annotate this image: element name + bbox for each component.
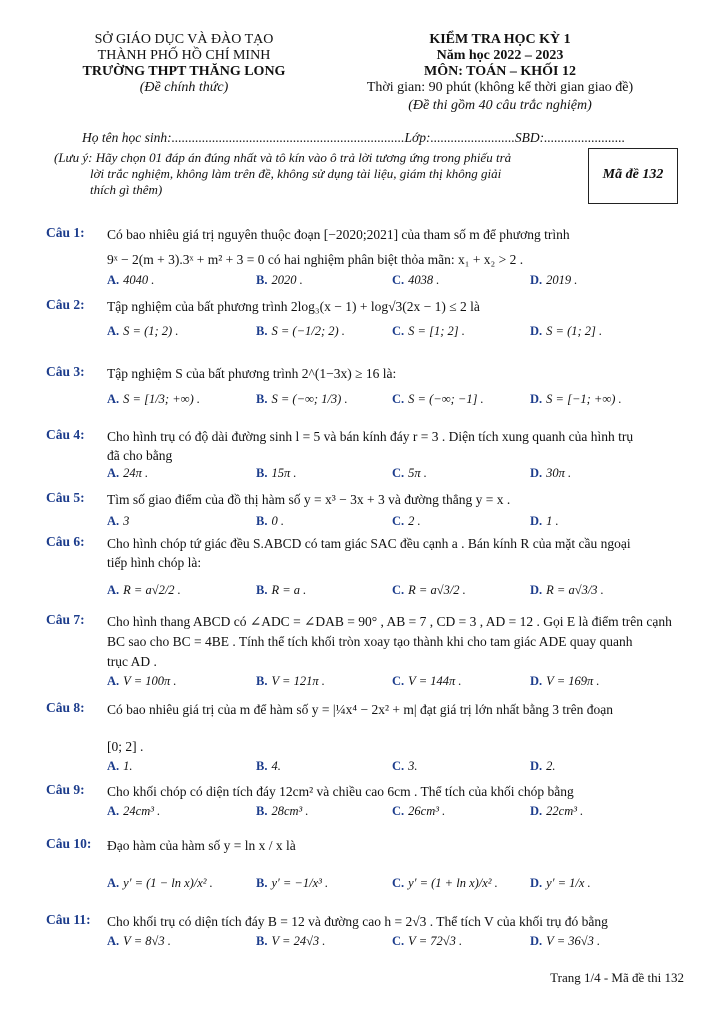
name-label: Họ tên học sinh: <box>82 130 172 145</box>
option-letter: D. <box>530 804 543 818</box>
exam-title: KIỂM TRA HỌC KỲ 1 <box>429 32 571 47</box>
option-value: 2. <box>546 759 556 773</box>
subject: MÔN: TOÁN – KHỐI 12 <box>424 64 576 79</box>
question-label: Câu 7: <box>46 612 85 627</box>
option-letter: B. <box>256 876 268 890</box>
question-label: Câu 6: <box>46 534 85 549</box>
option-value: V = 24√3 . <box>271 934 326 948</box>
option-letter: C. <box>392 934 405 948</box>
school-name: TRƯỜNG THPT THĂNG LONG <box>82 64 286 79</box>
option-letter: C. <box>392 583 405 597</box>
answer-option[interactable] <box>107 324 178 339</box>
answer-option[interactable] <box>530 674 600 689</box>
answer-option[interactable] <box>107 583 181 598</box>
option-value: S = [−1; +∞) . <box>546 392 622 406</box>
option-value: y′ = 1/x . <box>546 876 591 890</box>
answer-option[interactable] <box>256 273 303 288</box>
option-letter: D. <box>530 934 543 948</box>
question-text: BC sao cho BC = 4BE . Tính thể tích khối tròn xoay tạo thành khi cho tam giác ADE quay quanh <box>107 634 633 649</box>
option-value: 2019 . <box>546 273 578 287</box>
question-count: (Đề thi gồm 40 câu trắc nghiệm) <box>408 98 592 113</box>
option-letter: B. <box>256 759 268 773</box>
answer-option[interactable] <box>392 324 465 339</box>
option-letter: B. <box>256 514 268 528</box>
official-label: (Đề chính thức) <box>139 80 229 95</box>
question-text: Cho khối chóp có diện tích đáy 12cm² và chiều cao 6cm . Thể tích của khối chóp bằng <box>107 784 574 799</box>
option-letter: C. <box>392 804 405 818</box>
option-value: S = (−∞; −1] . <box>408 392 484 406</box>
option-value: V = 8√3 . <box>123 934 171 948</box>
question-text: Cho hình trụ có độ dài đường sinh l = 5 và bán kính đáy r = 3 . Diện tích xung quanh của hình trụ <box>107 429 634 444</box>
option-letter: D. <box>530 514 543 528</box>
option-letter: C. <box>392 674 405 688</box>
option-value: S = (−∞; 1/3) . <box>271 392 348 406</box>
option-value: V = 121π . <box>271 674 325 688</box>
answer-option[interactable] <box>256 583 306 598</box>
option-letter: A. <box>107 324 120 338</box>
student-info-line <box>82 130 625 146</box>
option-value: 3. <box>408 759 418 773</box>
question-text: Tập nghiệm của bất phương trình 2log₃(x − 1) + log√3(2x − 1) ≤ 2 là <box>107 299 480 314</box>
option-value: 26cm³ . <box>408 804 446 818</box>
question-text: Tìm số giao điểm của đồ thị hàm số y = x³ − 3x + 3 và đường thẳng y = x . <box>107 492 511 507</box>
option-value: 0 . <box>271 514 284 528</box>
sbd-label: SBD: <box>514 130 545 145</box>
question-label: Câu 4: <box>46 427 85 442</box>
answer-option[interactable] <box>256 324 345 339</box>
option-letter: D. <box>530 466 543 480</box>
option-value: 4038 . <box>408 273 440 287</box>
option-letter: B. <box>256 934 268 948</box>
question-text: Có bao nhiêu giá trị của m để hàm số y = |¼x⁴ − 2x² + m| đạt giá trị lớn nhất bằng 3 trên đoạn <box>107 702 614 717</box>
option-value: 1 . <box>546 514 559 528</box>
answer-option[interactable] <box>256 759 281 774</box>
answer-option[interactable] <box>256 514 284 529</box>
answer-option[interactable] <box>107 804 160 819</box>
dept-name: SỞ GIÁO DỤC VÀ ĐÀO TẠO <box>94 32 274 47</box>
option-letter: C. <box>392 273 405 287</box>
class-field[interactable]: ......................... <box>430 130 515 145</box>
answer-option[interactable] <box>392 583 466 598</box>
option-letter: A. <box>107 583 120 597</box>
answer-option[interactable] <box>392 392 484 407</box>
option-value: 4. <box>271 759 281 773</box>
question-text: Cho khối trụ có diện tích đáy B = 12 và đường cao h = 2√3 . Thể tích V của khối trụ đó bằng <box>107 914 608 929</box>
option-letter: B. <box>256 392 268 406</box>
answer-option[interactable] <box>256 804 309 819</box>
option-value: S = (1; 2) . <box>123 324 179 338</box>
option-letter: C. <box>392 466 405 480</box>
question-text: Cho hình thang ABCD có ∠ADC = ∠DAB = 90° , AB = 7 , CD = 3 , AD = 12 . Gọi E là điểm trên cạnh <box>107 614 672 629</box>
option-letter: A. <box>107 759 120 773</box>
option-letter: D. <box>530 392 543 406</box>
option-letter: A. <box>107 514 120 528</box>
answer-option[interactable] <box>256 466 296 481</box>
option-letter: A. <box>107 674 120 688</box>
option-value: S = (1; 2] . <box>546 324 603 338</box>
option-value: 24cm³ . <box>123 804 161 818</box>
answer-option[interactable] <box>392 514 421 529</box>
answer-option[interactable] <box>107 759 133 774</box>
question-text: Có bao nhiêu giá trị nguyên thuộc đoạn [−2020;2021] của tham số m để phương trình <box>107 227 570 242</box>
note-line-1: (Lưu ý: Hãy chọn 01 đáp án đúng nhất và tô kín vào ô trả lời tương ứng trong phiếu trả <box>54 150 512 165</box>
question-text: trục AD . <box>107 654 157 669</box>
question-text: Tập nghiệm S của bất phương trình 2^(1−3x) ≥ 16 là: <box>107 366 397 381</box>
answer-option[interactable] <box>107 514 129 529</box>
option-letter: D. <box>530 674 543 688</box>
school-year: Năm học 2022 – 2023 <box>436 48 564 63</box>
option-letter: B. <box>256 674 268 688</box>
answer-option[interactable] <box>107 876 213 891</box>
option-letter: C. <box>392 514 405 528</box>
option-letter: B. <box>256 324 268 338</box>
option-letter: D. <box>530 876 543 890</box>
option-letter: A. <box>107 392 120 406</box>
option-value: 4040 . <box>123 273 155 287</box>
option-letter: C. <box>392 392 405 406</box>
option-letter: A. <box>107 934 120 948</box>
answer-option[interactable] <box>530 466 571 481</box>
option-letter: B. <box>256 466 268 480</box>
option-letter: C. <box>392 759 405 773</box>
option-value: 24π . <box>123 466 149 480</box>
question-text: Đạo hàm của hàm số y = ln x / x là <box>107 838 296 853</box>
question-label: Câu 1: <box>46 225 85 240</box>
option-letter: A. <box>107 466 120 480</box>
option-letter: C. <box>392 324 405 338</box>
option-value: R = a√2/2 . <box>123 583 181 597</box>
answer-option[interactable] <box>530 514 559 529</box>
option-value: R = a . <box>271 583 307 597</box>
option-letter: A. <box>107 876 120 890</box>
answer-option[interactable] <box>530 759 556 774</box>
note-line-3: thích gì thêm) <box>90 182 163 197</box>
answer-option[interactable] <box>530 876 591 891</box>
option-value: S = (−1/2; 2) . <box>271 324 345 338</box>
option-letter: B. <box>256 583 268 597</box>
question-text: 9ˣ − 2(m + 3).3ˣ + m² + 3 = 0 có hai nghiệm phân biệt thỏa mãn: x₁ + x₂ > 2 . <box>107 252 524 267</box>
option-value: 22cm³ . <box>546 804 584 818</box>
exam-duration: Thời gian: 90 phút (không kể thời gian giao đề) <box>366 80 634 95</box>
option-letter: A. <box>107 804 120 818</box>
question-label: Câu 10: <box>46 836 92 851</box>
answer-option[interactable] <box>392 759 418 774</box>
exam-code: Mã đề 132 <box>602 167 664 182</box>
class-label: Lớp: <box>404 130 431 145</box>
answer-option[interactable] <box>530 324 602 339</box>
option-value: y′ = −1/x³ . <box>271 876 329 890</box>
option-value: 5π . <box>408 466 427 480</box>
answer-option[interactable] <box>392 273 439 288</box>
option-letter: A. <box>107 273 120 287</box>
answer-option[interactable] <box>530 273 577 288</box>
answer-option[interactable] <box>530 392 622 407</box>
answer-option[interactable] <box>530 934 600 949</box>
option-letter: D. <box>530 273 543 287</box>
question-label: Câu 9: <box>46 782 85 797</box>
option-value: V = 72√3 . <box>408 934 463 948</box>
option-value: V = 144π . <box>408 674 462 688</box>
option-value: V = 36√3 . <box>546 934 601 948</box>
answer-option[interactable] <box>256 674 325 689</box>
exam-code-box <box>588 148 678 204</box>
answer-option[interactable] <box>256 934 325 949</box>
option-value: 28cm³ . <box>271 804 309 818</box>
option-value: R = a√3/3 . <box>546 583 604 597</box>
option-value: S = [1/3; +∞) . <box>123 392 200 406</box>
question-label: Câu 2: <box>46 297 85 312</box>
name-field[interactable]: ..................................................................... <box>171 130 405 145</box>
answer-option[interactable] <box>392 674 462 689</box>
option-value: 30π . <box>546 466 572 480</box>
question-label: Câu 8: <box>46 700 85 715</box>
note-line-2: lời trắc nghiệm, không làm trên đề, không sử dụng tài liệu, giám thị không giải <box>90 166 502 181</box>
answer-option[interactable] <box>107 466 148 481</box>
answer-option[interactable] <box>256 876 328 891</box>
option-value: 3 <box>123 514 130 528</box>
option-value: 1. <box>123 759 133 773</box>
option-value: 15π . <box>271 466 297 480</box>
option-value: V = 169π . <box>546 674 600 688</box>
answer-option[interactable] <box>392 934 462 949</box>
page-footer: Trang 1/4 - Mã đề thi 132 <box>550 970 684 985</box>
answer-option[interactable] <box>392 876 498 891</box>
answer-option[interactable] <box>107 674 177 689</box>
sbd-field[interactable]: ........................ <box>544 130 626 145</box>
city-name: THÀNH PHỐ HỒ CHÍ MINH <box>97 48 271 63</box>
option-value: 2 . <box>408 514 421 528</box>
answer-option[interactable] <box>107 392 200 407</box>
question-label: Câu 11: <box>46 912 91 927</box>
option-value: S = [1; 2] . <box>408 324 465 338</box>
answer-option[interactable] <box>530 583 604 598</box>
option-value: R = a√3/2 . <box>408 583 466 597</box>
answer-option[interactable] <box>256 392 348 407</box>
answer-option[interactable] <box>392 466 427 481</box>
option-value: 2020 . <box>271 273 303 287</box>
question-text: [0; 2] . <box>107 739 144 754</box>
option-value: y′ = (1 + ln x)/x² . <box>408 876 498 890</box>
question-text: tiếp hình chóp là: <box>107 555 202 570</box>
option-letter: B. <box>256 804 268 818</box>
answer-option[interactable] <box>107 273 154 288</box>
option-value: y′ = (1 − ln x)/x² . <box>123 876 213 890</box>
question-label: Câu 3: <box>46 364 85 379</box>
question-text: đã cho bằng <box>107 448 173 463</box>
option-letter: D. <box>530 583 543 597</box>
answer-option[interactable] <box>530 804 583 819</box>
option-letter: C. <box>392 876 405 890</box>
option-value: V = 100π . <box>123 674 177 688</box>
option-letter: D. <box>530 759 543 773</box>
answer-option[interactable] <box>392 804 445 819</box>
question-text: Cho hình chóp tứ giác đều S.ABCD có tam giác SAC đều cạnh a . Bán kính R của mặt cầu ngoại <box>107 536 631 551</box>
option-letter: B. <box>256 273 268 287</box>
option-letter: D. <box>530 324 543 338</box>
question-label: Câu 5: <box>46 490 85 505</box>
answer-option[interactable] <box>107 934 171 949</box>
